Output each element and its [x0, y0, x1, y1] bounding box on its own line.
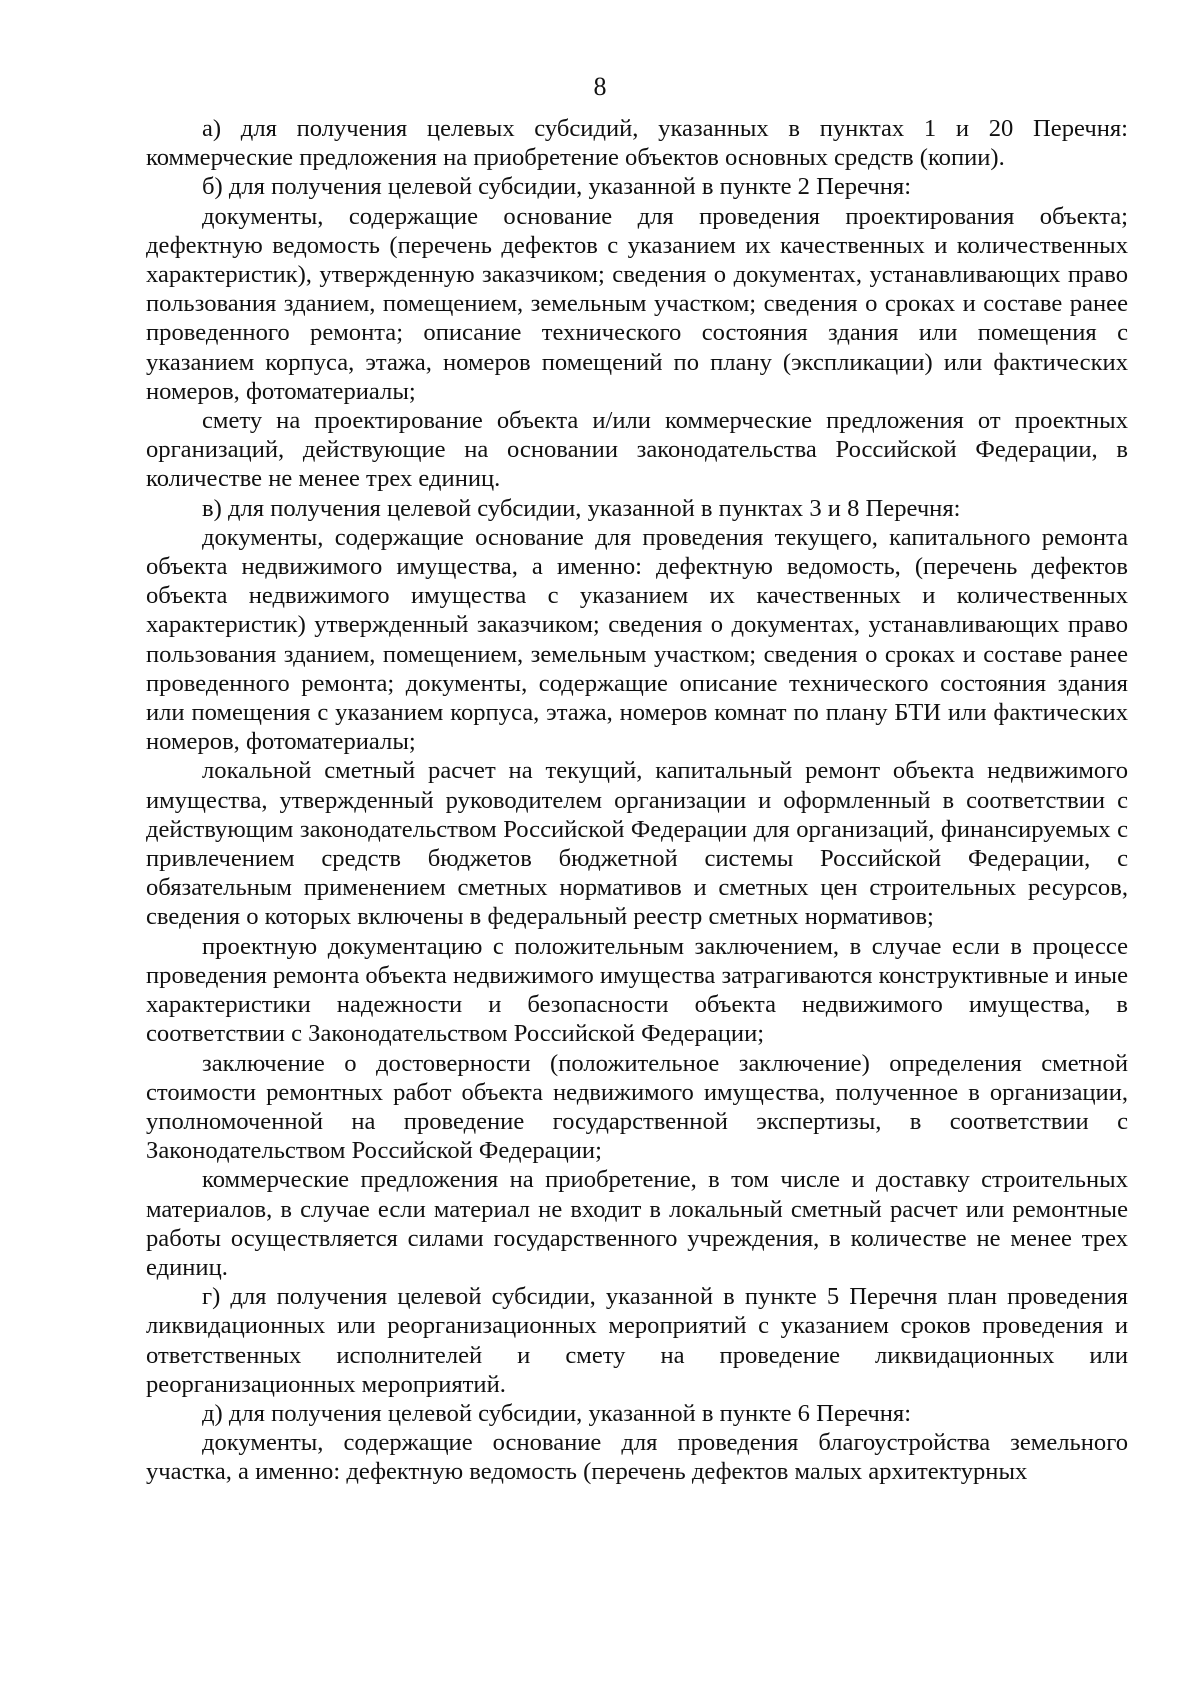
paragraph-b-documents: документы, содержащие основание для проведения проектирования объекта; дефектную ведомость (перечень дефектов с указанием их качественных и количественных характеристик), утвержденную заказчиком; сведения о документах, устанавливающих право пользования зданием, помещением, земельным участком; сведения о сроках и составе ранее проведенного ремонта; описание технического состояния здания или помещения с указанием корпуса, этажа, номеров помещений по плану (экспликации) или фактических номеров, фотоматериалы;: [146, 202, 1128, 405]
paragraph-g: г) для получения целевой субсидии, указанной в пункте 5 Перечня план проведения ликвидационных или реорганизационных мероприятий с указанием сроков проведения и ответственных исполнителей и смету на проведение ликвидационных или реорганизационных мероприятий.: [146, 1283, 1128, 1398]
paragraph-b-estimate: смету на проектирование объекта и/или коммерческие предложения от проектных организаций, действующие на основании законодательства Российской Федерации, в количестве не менее трех единиц.: [146, 407, 1128, 493]
paragraph-a: а) для получения целевых субсидий, указанных в пунктах 1 и 20 Перечня: коммерческие предложения на приобретение объектов основных средств (копии).: [146, 115, 1128, 172]
paragraph-d-heading: д) для получения целевой субсидии, указанной в пункте 6 Перечня:: [202, 1399, 912, 1427]
page-number: 8: [593, 72, 607, 101]
document-body: [146, 114, 1128, 1487]
paragraph-v-heading: в) для получения целевой субсидии, указанной в пунктах 3 и 8 Перечня:: [202, 494, 961, 522]
paragraph-v-commercial-offers: коммерческие предложения на приобретение, в том числе и доставку строительных материалов, в случае если материал не входит в локальный сметный расчет или ремонтные работы осуществляется силами государственного учреждения, в количестве не менее трех единиц.: [146, 1166, 1128, 1281]
paragraph-d-documents: документы, содержащие основание для проведения благоустройства земельного участка, а именно: дефектную ведомость (перечень дефектов малых архитектурных: [146, 1429, 1128, 1486]
paragraph-v-local-estimate: локальной сметный расчет на текущий, капитальный ремонт объекта недвижимого имущества, утвержденный руководителем организации и оформленный в соответствии с действующим законодательством Российской Федерации для организаций, финансируемых с привлечением средств бюджетов бюджетной системы Российской Федерации, с обязательным применением сметных нормативов и сметных цен строительных ресурсов, сведения о которых включены в федеральный реестр сметных нормативов;: [146, 757, 1128, 931]
paragraph-v-documents: документы, содержащие основание для проведения текущего, капитального ремонта объекта недвижимого имущества, а именно: дефектную ведомость, (перечень дефектов объекта недвижимого имущества с указанием их качественных и количественных характеристик) утвержденный заказчиком; сведения о документах, устанавливающих право пользования зданием, помещением, земельным участком; сведения о сроках и составе ранее проведенного ремонта; документы, содержащие описание технического состояния здания или помещения с указанием корпуса, этажа, номеров комнат по плану БТИ или фактических номеров, фотоматериалы;: [146, 523, 1128, 756]
paragraph-b-heading: б) для получения целевой субсидии, указанной в пункте 2 Перечня:: [202, 173, 912, 201]
paragraph-v-conclusion: заключение о достоверности (положительное заключение) определения сметной стоимости ремонтных работ объекта недвижимого имущества, полученное в организации, уполномоченной на проведение государственной экспертизы, в соответствии с Законодательством Российской Федерации;: [146, 1049, 1128, 1165]
paragraph-v-project-docs: проектную документацию с положительным заключением, в случае если в процессе проведения ремонта объекта недвижимого имущества затрагиваются конструктивные и иные характеристики надежности и безопасности объекта недвижимого имущества, в соответствии с Законодательством Российской Федерации;: [146, 932, 1128, 1048]
